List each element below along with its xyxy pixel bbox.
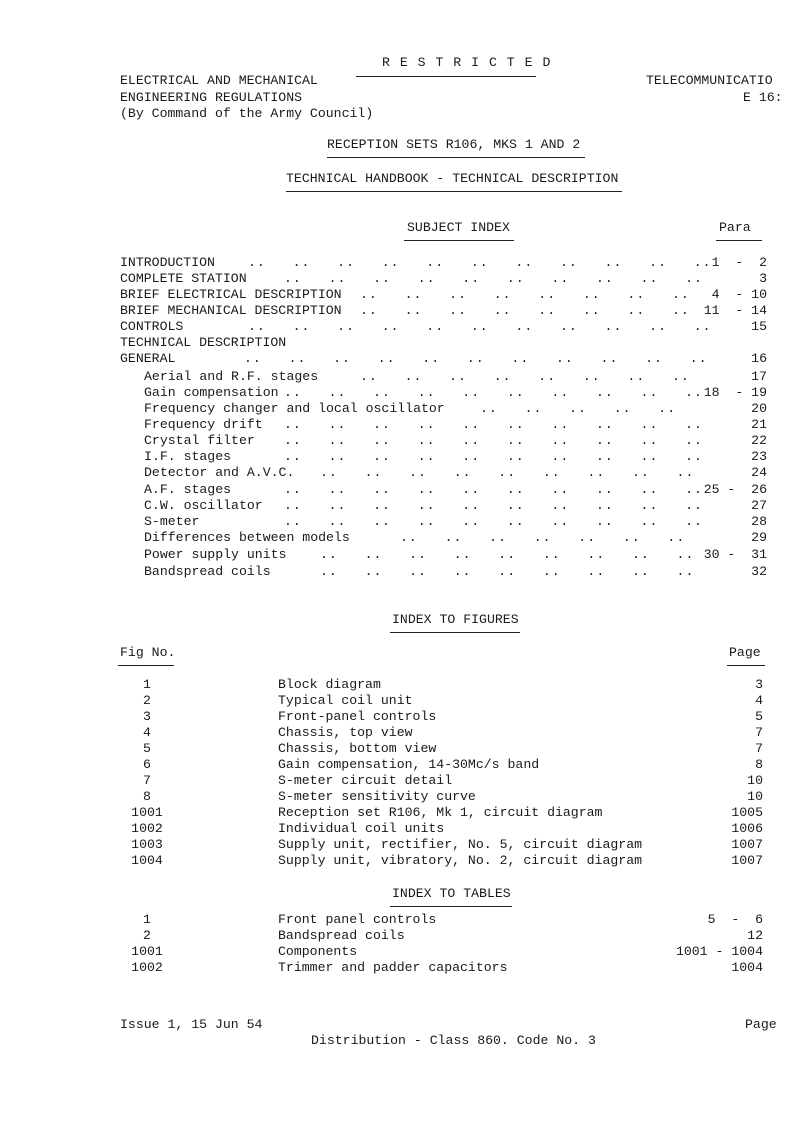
index-entry-para: 17 <box>751 369 767 384</box>
leader-dots: .. .. .. .. .. <box>480 401 677 416</box>
table-title: Components <box>278 944 358 959</box>
leader-dots: .. .. .. .. .. .. .. .. <box>360 303 690 318</box>
figure-number: 4 <box>143 725 151 740</box>
fig-no-rule <box>118 665 174 666</box>
tables-heading: INDEX TO TABLES <box>392 886 511 901</box>
index-entry-para: 20 <box>751 401 767 416</box>
classification-marking: R E S T R I C T E D <box>382 55 552 70</box>
figure-page: 7 <box>755 725 763 740</box>
figure-title: Front-panel controls <box>278 709 437 724</box>
index-entry-para: 18 - 19 <box>703 385 767 400</box>
issue-date: Issue 1, 15 Jun 54 <box>120 1017 263 1032</box>
index-entry-para: 15 <box>751 319 767 334</box>
figure-page: 3 <box>755 677 763 692</box>
footer-page-label: Page <box>745 1017 777 1032</box>
figure-title: Supply unit, rectifier, No. 5, circuit diagram <box>278 837 643 852</box>
index-entry-label: Frequency changer and local oscillator <box>144 401 445 416</box>
figure-page: 10 <box>747 789 763 804</box>
page-heading-rule <box>727 665 765 666</box>
figure-number: 6 <box>143 757 151 772</box>
document-subtitle: TECHNICAL HANDBOOK - TECHNICAL DESCRIPTION <box>286 171 619 186</box>
table-page: 5 - 6 <box>707 912 763 927</box>
figure-title: Reception set R106, Mk 1, circuit diagram <box>278 805 603 820</box>
leader-dots: .. .. .. .. .. .. .. .. .. .. <box>284 385 703 400</box>
index-entry-label: S-meter <box>144 514 200 529</box>
index-entry-label: BRIEF MECHANICAL DESCRIPTION <box>120 303 342 318</box>
subject-index-heading: SUBJECT INDEX <box>407 220 510 235</box>
leader-dots: .. .. .. .. .. .. .. .. .. .. .. <box>248 319 712 334</box>
index-entry-label: Bandspread coils <box>144 564 271 579</box>
index-entry-label: TECHNICAL DESCRIPTION <box>120 335 287 350</box>
figure-title: Chassis, top view <box>278 725 413 740</box>
index-entry-para: 30 - 31 <box>703 547 767 562</box>
index-entry-label: GENERAL <box>120 351 176 366</box>
figure-number: 5 <box>143 741 151 756</box>
figure-number: 3 <box>143 709 151 724</box>
header-right-code: E 16: <box>743 90 783 105</box>
index-entry-label: COMPLETE STATION <box>120 271 247 286</box>
figure-number: 1001 <box>131 805 163 820</box>
figure-title: Typical coil unit <box>278 693 413 708</box>
figures-heading: INDEX TO FIGURES <box>392 612 519 627</box>
index-entry-label: BRIEF ELECTRICAL DESCRIPTION <box>120 287 342 302</box>
figure-title: Chassis, bottom view <box>278 741 437 756</box>
figure-title: Supply unit, vibratory, No. 2, circuit diagram <box>278 853 643 868</box>
para-column-heading: Para <box>719 220 751 235</box>
tables-heading-rule <box>390 906 512 907</box>
table-page: 1001 - 1004 <box>675 944 763 959</box>
index-entry-para: 22 <box>751 433 767 448</box>
index-entry-para: 29 <box>751 530 767 545</box>
index-entry-label: Gain compensation <box>144 385 279 400</box>
index-entry-para: 3 <box>759 271 767 286</box>
header-left-line-1: ELECTRICAL AND MECHANICAL <box>120 73 318 88</box>
index-entry-label: Differences between models <box>144 530 350 545</box>
figure-title: Block diagram <box>278 677 381 692</box>
figure-page: 1006 <box>731 821 763 836</box>
table-title: Front panel controls <box>278 912 437 927</box>
figure-number: 7 <box>143 773 151 788</box>
leader-dots: .. .. .. .. .. .. .. .. <box>360 369 690 384</box>
leader-dots: .. .. .. .. .. .. .. <box>400 530 686 545</box>
index-entry-para: 28 <box>751 514 767 529</box>
figure-number: 1004 <box>131 853 163 868</box>
table-number: 1 <box>143 912 151 927</box>
index-entry-para: 23 <box>751 449 767 464</box>
figure-title: S-meter sensitivity curve <box>278 789 476 804</box>
distribution-line: Distribution - Class 860. Code No. 3 <box>311 1033 596 1048</box>
leader-dots: .. .. .. .. .. .. .. .. .. <box>320 547 695 562</box>
leader-dots: .. .. .. .. .. .. .. .. .. .. <box>284 449 703 464</box>
table-number: 1002 <box>131 960 163 975</box>
page-column-heading: Page <box>729 645 761 660</box>
figure-page: 5 <box>755 709 763 724</box>
index-entry-para: 21 <box>751 417 767 432</box>
figure-number: 1003 <box>131 837 163 852</box>
index-entry-para: 32 <box>751 564 767 579</box>
leader-dots: .. .. .. .. .. .. .. .. .. <box>320 564 695 579</box>
figure-title: Individual coil units <box>278 821 445 836</box>
index-entry-para: 11 - 14 <box>703 303 767 318</box>
index-entry-para: 25 - 26 <box>703 482 767 497</box>
document-title: RECEPTION SETS R106, MKS 1 AND 2 <box>327 137 581 152</box>
leader-dots: .. .. .. .. .. .. .. .. .. .. .. <box>244 351 708 366</box>
leader-dots: .. .. .. .. .. .. .. .. .. .. .. <box>248 255 712 270</box>
index-entry-label: Aerial and R.F. stages <box>144 369 319 384</box>
leader-dots: .. .. .. .. .. .. .. .. .. .. <box>284 482 703 497</box>
figure-number: 8 <box>143 789 151 804</box>
table-title: Bandspread coils <box>278 928 405 943</box>
index-entry-para: 16 <box>751 351 767 366</box>
figure-number: 1002 <box>131 821 163 836</box>
figures-heading-rule <box>390 632 520 633</box>
index-entry-label: I.F. stages <box>144 449 232 464</box>
table-number: 2 <box>143 928 151 943</box>
index-entry-para: 4 - 10 <box>711 287 767 302</box>
index-entry-label: Detector and A.V.C. <box>144 465 295 480</box>
index-entry-para: 27 <box>751 498 767 513</box>
figure-title: S-meter circuit detail <box>278 773 453 788</box>
figure-page: 10 <box>747 773 763 788</box>
header-right-title: TELECOMMUNICATIO <box>646 73 773 88</box>
leader-dots: .. .. .. .. .. .. .. .. .. .. <box>284 417 703 432</box>
figure-page: 1005 <box>731 805 763 820</box>
leader-dots: .. .. .. .. .. .. .. .. .. .. <box>284 433 703 448</box>
figure-number: 1 <box>143 677 151 692</box>
header-left-line-3: (By Command of the Army Council) <box>120 106 374 121</box>
index-entry-para: 1 - 2 <box>711 255 767 270</box>
figure-page: 1007 <box>731 853 763 868</box>
table-page: 1004 <box>731 960 763 975</box>
header-left-line-2: ENGINEERING REGULATIONS <box>120 90 303 105</box>
table-number: 1001 <box>131 944 163 959</box>
title-rule <box>327 157 585 158</box>
table-page: 12 <box>747 928 763 943</box>
index-entry-label: Power supply units <box>144 547 287 562</box>
figure-page: 4 <box>755 693 763 708</box>
index-entry-label: INTRODUCTION <box>120 255 215 270</box>
figure-number: 2 <box>143 693 151 708</box>
figure-page: 7 <box>755 741 763 756</box>
figure-page: 8 <box>755 757 763 772</box>
subtitle-rule <box>286 191 622 192</box>
leader-dots: .. .. .. .. .. .. .. .. .. .. <box>284 498 703 513</box>
subject-index-rule <box>404 240 514 241</box>
para-heading-rule <box>716 240 762 241</box>
figure-page: 1007 <box>731 837 763 852</box>
index-entry-label: C.W. oscillator <box>144 498 263 513</box>
leader-dots: .. .. .. .. .. .. .. .. .. <box>320 465 695 480</box>
figure-title: Gain compensation, 14-30Mc/s band <box>278 757 540 772</box>
index-entry-label: Frequency drift <box>144 417 263 432</box>
classification-rule <box>356 76 536 77</box>
index-entry-label: A.F. stages <box>144 482 232 497</box>
leader-dots: .. .. .. .. .. .. .. .. .. .. <box>284 514 703 529</box>
leader-dots: .. .. .. .. .. .. .. .. <box>360 287 690 302</box>
leader-dots: .. .. .. .. .. .. .. .. .. .. <box>284 271 703 286</box>
index-entry-para: 24 <box>751 465 767 480</box>
fig-no-column-heading: Fig No. <box>120 645 176 660</box>
table-title: Trimmer and padder capacitors <box>278 960 508 975</box>
index-entry-label: Crystal filter <box>144 433 255 448</box>
index-entry-label: CONTROLS <box>120 319 184 334</box>
